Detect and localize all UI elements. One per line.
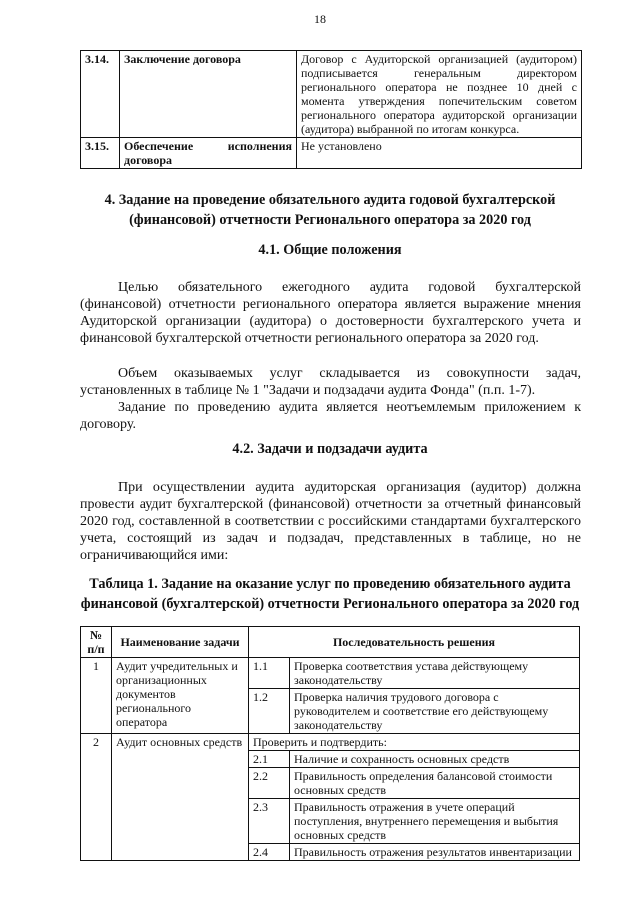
table-row [81, 51, 582, 138]
audit-tasks-table [80, 626, 580, 861]
subtask-text: Наличие и сохранность основных средств [290, 751, 580, 768]
table-header-row [81, 627, 580, 658]
table-row [81, 734, 580, 751]
subtask-code: 1.1 [249, 658, 290, 689]
subtask-text: Правильность отражения результатов инвентаризации [290, 844, 580, 861]
section-4-title: 4. Задание на проведение обязательного аудита годовой бухгалтерской (финансовой) отчетности Регионального оператора за 2020 год [104, 192, 556, 228]
task-name: Аудит учредительных и организационных документов регионального оператора [112, 658, 249, 734]
table-row [81, 658, 580, 689]
subtask-code: 2.2 [249, 768, 290, 799]
paragraph-scope: Объем оказываемых услуг складывается из совокупности задач, установленных в таблице № 1 "Задачи и подзадачи аудита Фонда" (п.п. 1-7). [80, 366, 581, 398]
paragraph-tasks: При осуществлении аудита аудиторская организация (аудитор) должна провести аудит бухгалтерской (финансовой) отчетности за отчетный финансовый 2020 год, составленной в соответствии с российскими стандартами бухгалтерского учета, состоящий из задач и подзадач, представленных в таблице, но не ограничивающийся ими: [80, 480, 581, 563]
row-name: Заключение договора [120, 51, 297, 138]
paragraph-annex: Задание по проведению аудита является неотъемлемым приложением к договору. [80, 400, 581, 432]
row-value: Не установлено [297, 138, 582, 169]
header-num: № п/п [81, 627, 112, 658]
task-name: Аудит основных средств [112, 734, 249, 861]
table-1-title: Таблица 1. Задание на оказание услуг по проведению обязательного аудита финансовой (бухгалтерской) отчетности Регионального оператора за 2020 год [80, 576, 580, 612]
subtask-intro: Проверить и подтвердить: [249, 734, 580, 751]
subtask-text: Правильность определения балансовой стоимости основных средств [290, 768, 580, 799]
page-number: 18 [314, 12, 326, 26]
subtask-text: Проверка соответствия устава действующему законодательству [290, 658, 580, 689]
table-row [81, 138, 582, 169]
subtask-code: 2.3 [249, 799, 290, 844]
contract-terms-table [80, 50, 582, 169]
subtask-text: Правильность отражения в учете операций поступления, внутреннего перемещения и выбытия основных средств [290, 799, 580, 844]
task-number: 2 [81, 734, 112, 861]
subtask-code: 2.4 [249, 844, 290, 861]
subtask-code: 2.1 [249, 751, 290, 768]
section-4-1-title: 4.1. Общие положения [258, 242, 402, 258]
row-name: Обеспечение исполнения договора [120, 138, 297, 169]
row-value: Договор с Аудиторской организацией (аудитором) подписывается генеральным директором регионального оператора не позднее 10 дней с момента утверждения попечительским советом регионального оператора аудиторской организации (аудитора) выбранной по итогам конкурса. [297, 51, 582, 138]
row-number: 3.14. [81, 51, 120, 138]
header-task: Наименование задачи [112, 627, 249, 658]
subtask-code: 1.2 [249, 689, 290, 734]
subtask-text: Проверка наличия трудового договора с руководителем и соответствие его действующему законодательству [290, 689, 580, 734]
task-number: 1 [81, 658, 112, 734]
header-sequence: Последовательность решения [249, 627, 580, 658]
paragraph-purpose: Целью обязательного ежегодного аудита годовой бухгалтерской (финансовой) отчетности регионального оператора является выражение мнения Аудиторской организации (аудитора) о достоверности бухгалтерского учета и финансовой бухгалтерской отчетности регионального оператора за 2020 год. [80, 280, 581, 346]
section-4-2-title: 4.2. Задачи и подзадачи аудита [232, 441, 428, 457]
row-number: 3.15. [81, 138, 120, 169]
